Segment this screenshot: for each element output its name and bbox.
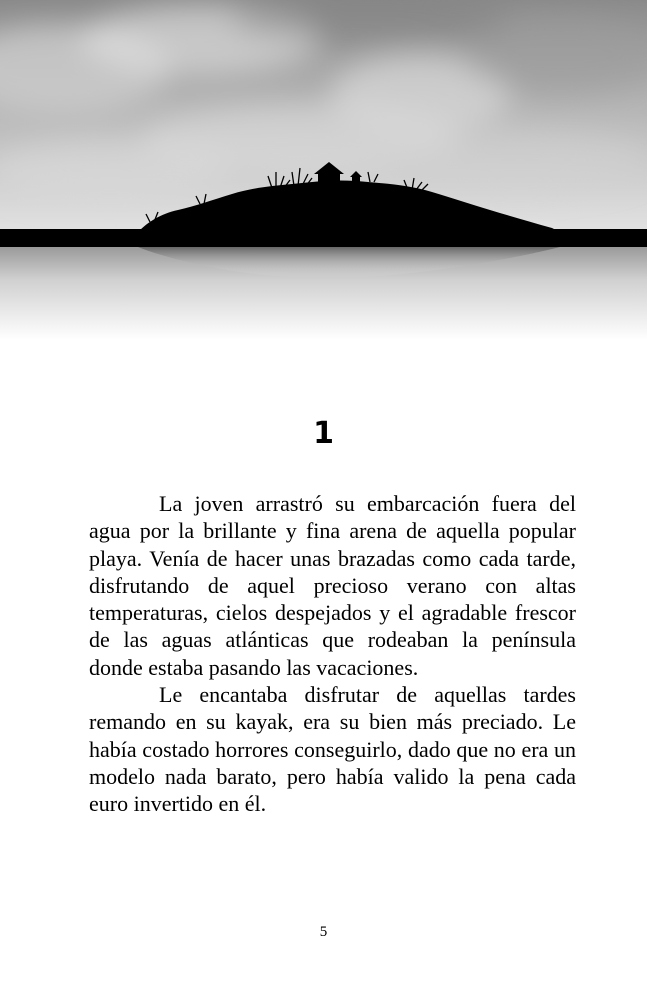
chapter-body (89, 490, 576, 818)
chapter-number: 1 (313, 416, 334, 451)
paragraph: La joven arrastró su embarcación fuera del agua por la brillante y fina arena de aquella popular playa. Venía de hacer unas brazadas como cada tarde, disfrutando de aquel precioso verano con altas temperaturas, cielos despejados y el agradable frescor de las aguas atlánticas que rodeaban la península donde estaba pasando las vacaciones. (89, 491, 576, 680)
page-number: 5 (319, 924, 328, 940)
water-line (0, 229, 647, 247)
island-silhouette-illustration (0, 0, 647, 340)
paragraph: Le encantaba disfrutar de aquellas tardes remando en su kayak, era su bien más preciado. Le había costado horrores conseguirlo, dado que no era un modelo nada barato, pero había valido la pena cada euro invertido en él. (89, 682, 576, 817)
